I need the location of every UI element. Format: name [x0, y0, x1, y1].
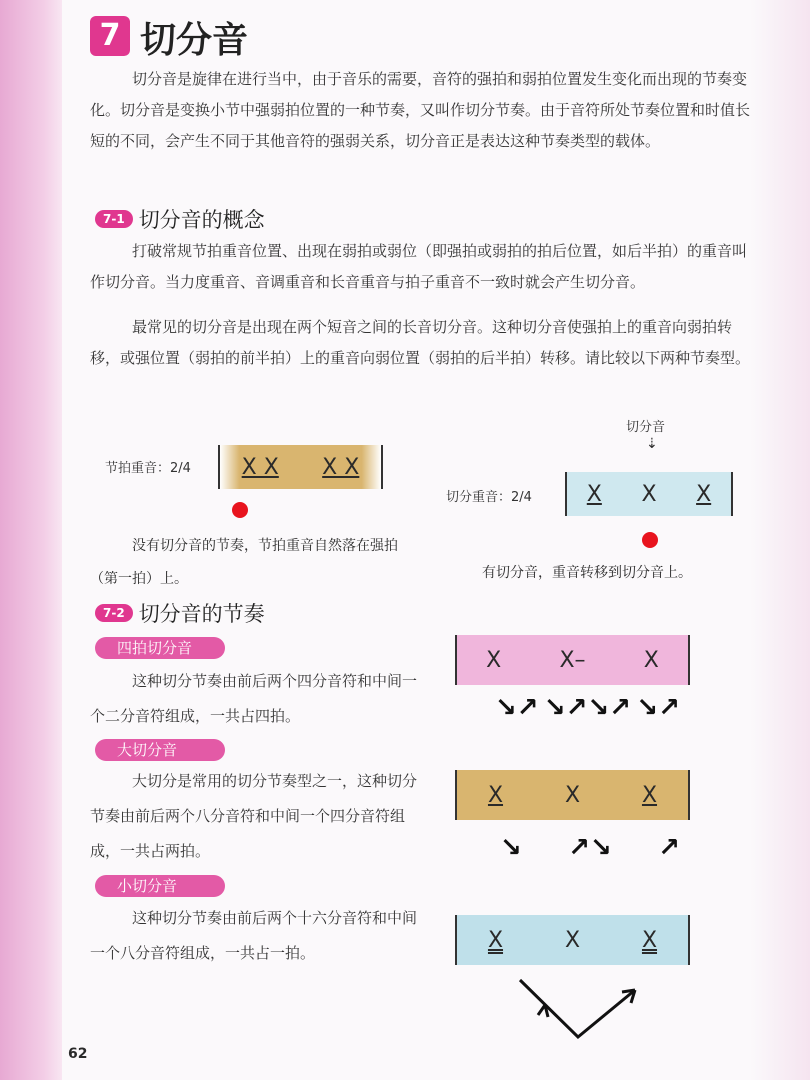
rhythm-bar — [455, 915, 690, 965]
rhythm-type-label: 小切分音 — [95, 875, 225, 897]
section-tag: 7-2 — [95, 604, 133, 622]
note-group: X X — [322, 454, 360, 480]
rhythm-bar — [455, 770, 690, 820]
intro-paragraph: 切分音是旋律在进行当中，由于音乐的需要，音符的强拍和弱拍位置发生变化而出现的节奏变化。切分音是变换小节中强弱拍位置的一种节奏，又叫作切分节奏。由于音符所处节奏位置和时值长短的不同，会产生不同于其他音符的强弱关系，切分音正是表达这种节奏类型的载体。 — [90, 70, 751, 150]
arrow-icon: ↘↗ — [495, 693, 539, 723]
note: X — [641, 927, 658, 953]
paragraph: 打破常规节拍重音位置、出现在弱拍或弱位（即强拍或弱拍的拍后位置，如后半拍）的重音叫作切分音。当力度重音、音调重音和长音重音与拍子重音不一致时就会产生切分音。 — [90, 242, 748, 291]
section-tag: 7-1 — [95, 210, 133, 228]
caption: 有切分音，重音转移到切分音上。 — [482, 565, 692, 581]
section-title: 切分音的节奏 — [138, 602, 265, 626]
caption: 没有切分音的节奏，节拍重音自然落在强拍（第一拍）上。 — [90, 538, 398, 587]
rhythm-bar — [565, 472, 733, 516]
chapter-number-badge: 7 — [90, 16, 130, 56]
note: X — [643, 647, 659, 673]
note: X — [564, 927, 581, 953]
note: X — [564, 782, 581, 808]
chapter-title: 切分音 — [140, 20, 249, 61]
arrow-icon: ↘↗ — [636, 693, 680, 723]
rhythm-description: 这种切分节奏由前后两个十六分音符和中间一个八分音符组成，一共占一拍。 — [90, 909, 418, 962]
conducting-arrows — [500, 833, 680, 863]
accent-dot — [232, 502, 248, 518]
arrow-down-icon: ⇣ — [646, 436, 658, 452]
rhythm-description: 这种切分节奏由前后两个四分音符和中间一个二分音符组成，一共占四拍。 — [90, 672, 418, 725]
conducting-v-arrow-icon — [500, 975, 650, 1045]
page-edge — [750, 0, 810, 1080]
rhythm-bar — [455, 635, 690, 685]
note: X — [486, 647, 502, 673]
rhythm-type-label: 大切分音 — [95, 739, 225, 761]
page-number: 62 — [68, 1046, 88, 1062]
arrow-icon: ↘↗↘↗ — [543, 693, 632, 723]
arrow-icon: ↗ — [658, 833, 680, 863]
section-title: 切分音的概念 — [138, 208, 265, 232]
rhythm-description: 大切分是常用的切分节奏型之一，这种切分节奏由前后两个八分音符和中间一个四分音符组成，一共占两拍。 — [90, 772, 418, 860]
syncopation-pointer-label: 切分音 — [626, 420, 666, 435]
accent-dot — [642, 532, 658, 548]
conducting-arrows — [495, 693, 680, 723]
section-7-2-heading — [95, 598, 265, 628]
note: X — [696, 481, 712, 507]
note: X — [641, 782, 658, 808]
note: X– — [559, 647, 586, 673]
page-binding — [0, 0, 62, 1080]
arrow-icon: ↘ — [500, 833, 522, 863]
rhythm-bar — [218, 445, 383, 489]
arrow-icon: ↗↘ — [568, 833, 612, 863]
rhythm-type-label: 四拍切分音 — [95, 637, 225, 659]
note: X — [487, 782, 504, 808]
note-group: X X — [241, 454, 279, 480]
syncopation-accent-label: 切分重音：2/4 — [446, 490, 532, 505]
beat-accent-label: 节拍重音：2/4 — [105, 461, 191, 476]
paragraph: 最常见的切分音是出现在两个短音之间的长音切分音。这种切分音使强拍上的重音向弱拍转移，或强位置（弱拍的前半拍）上的重音向弱位置（弱拍的后半拍）转移。请比较以下两种节奏型。 — [90, 318, 751, 367]
note: X — [487, 927, 504, 953]
section-7-1-heading — [95, 204, 265, 234]
note: X — [586, 481, 602, 507]
note: X — [641, 481, 657, 507]
